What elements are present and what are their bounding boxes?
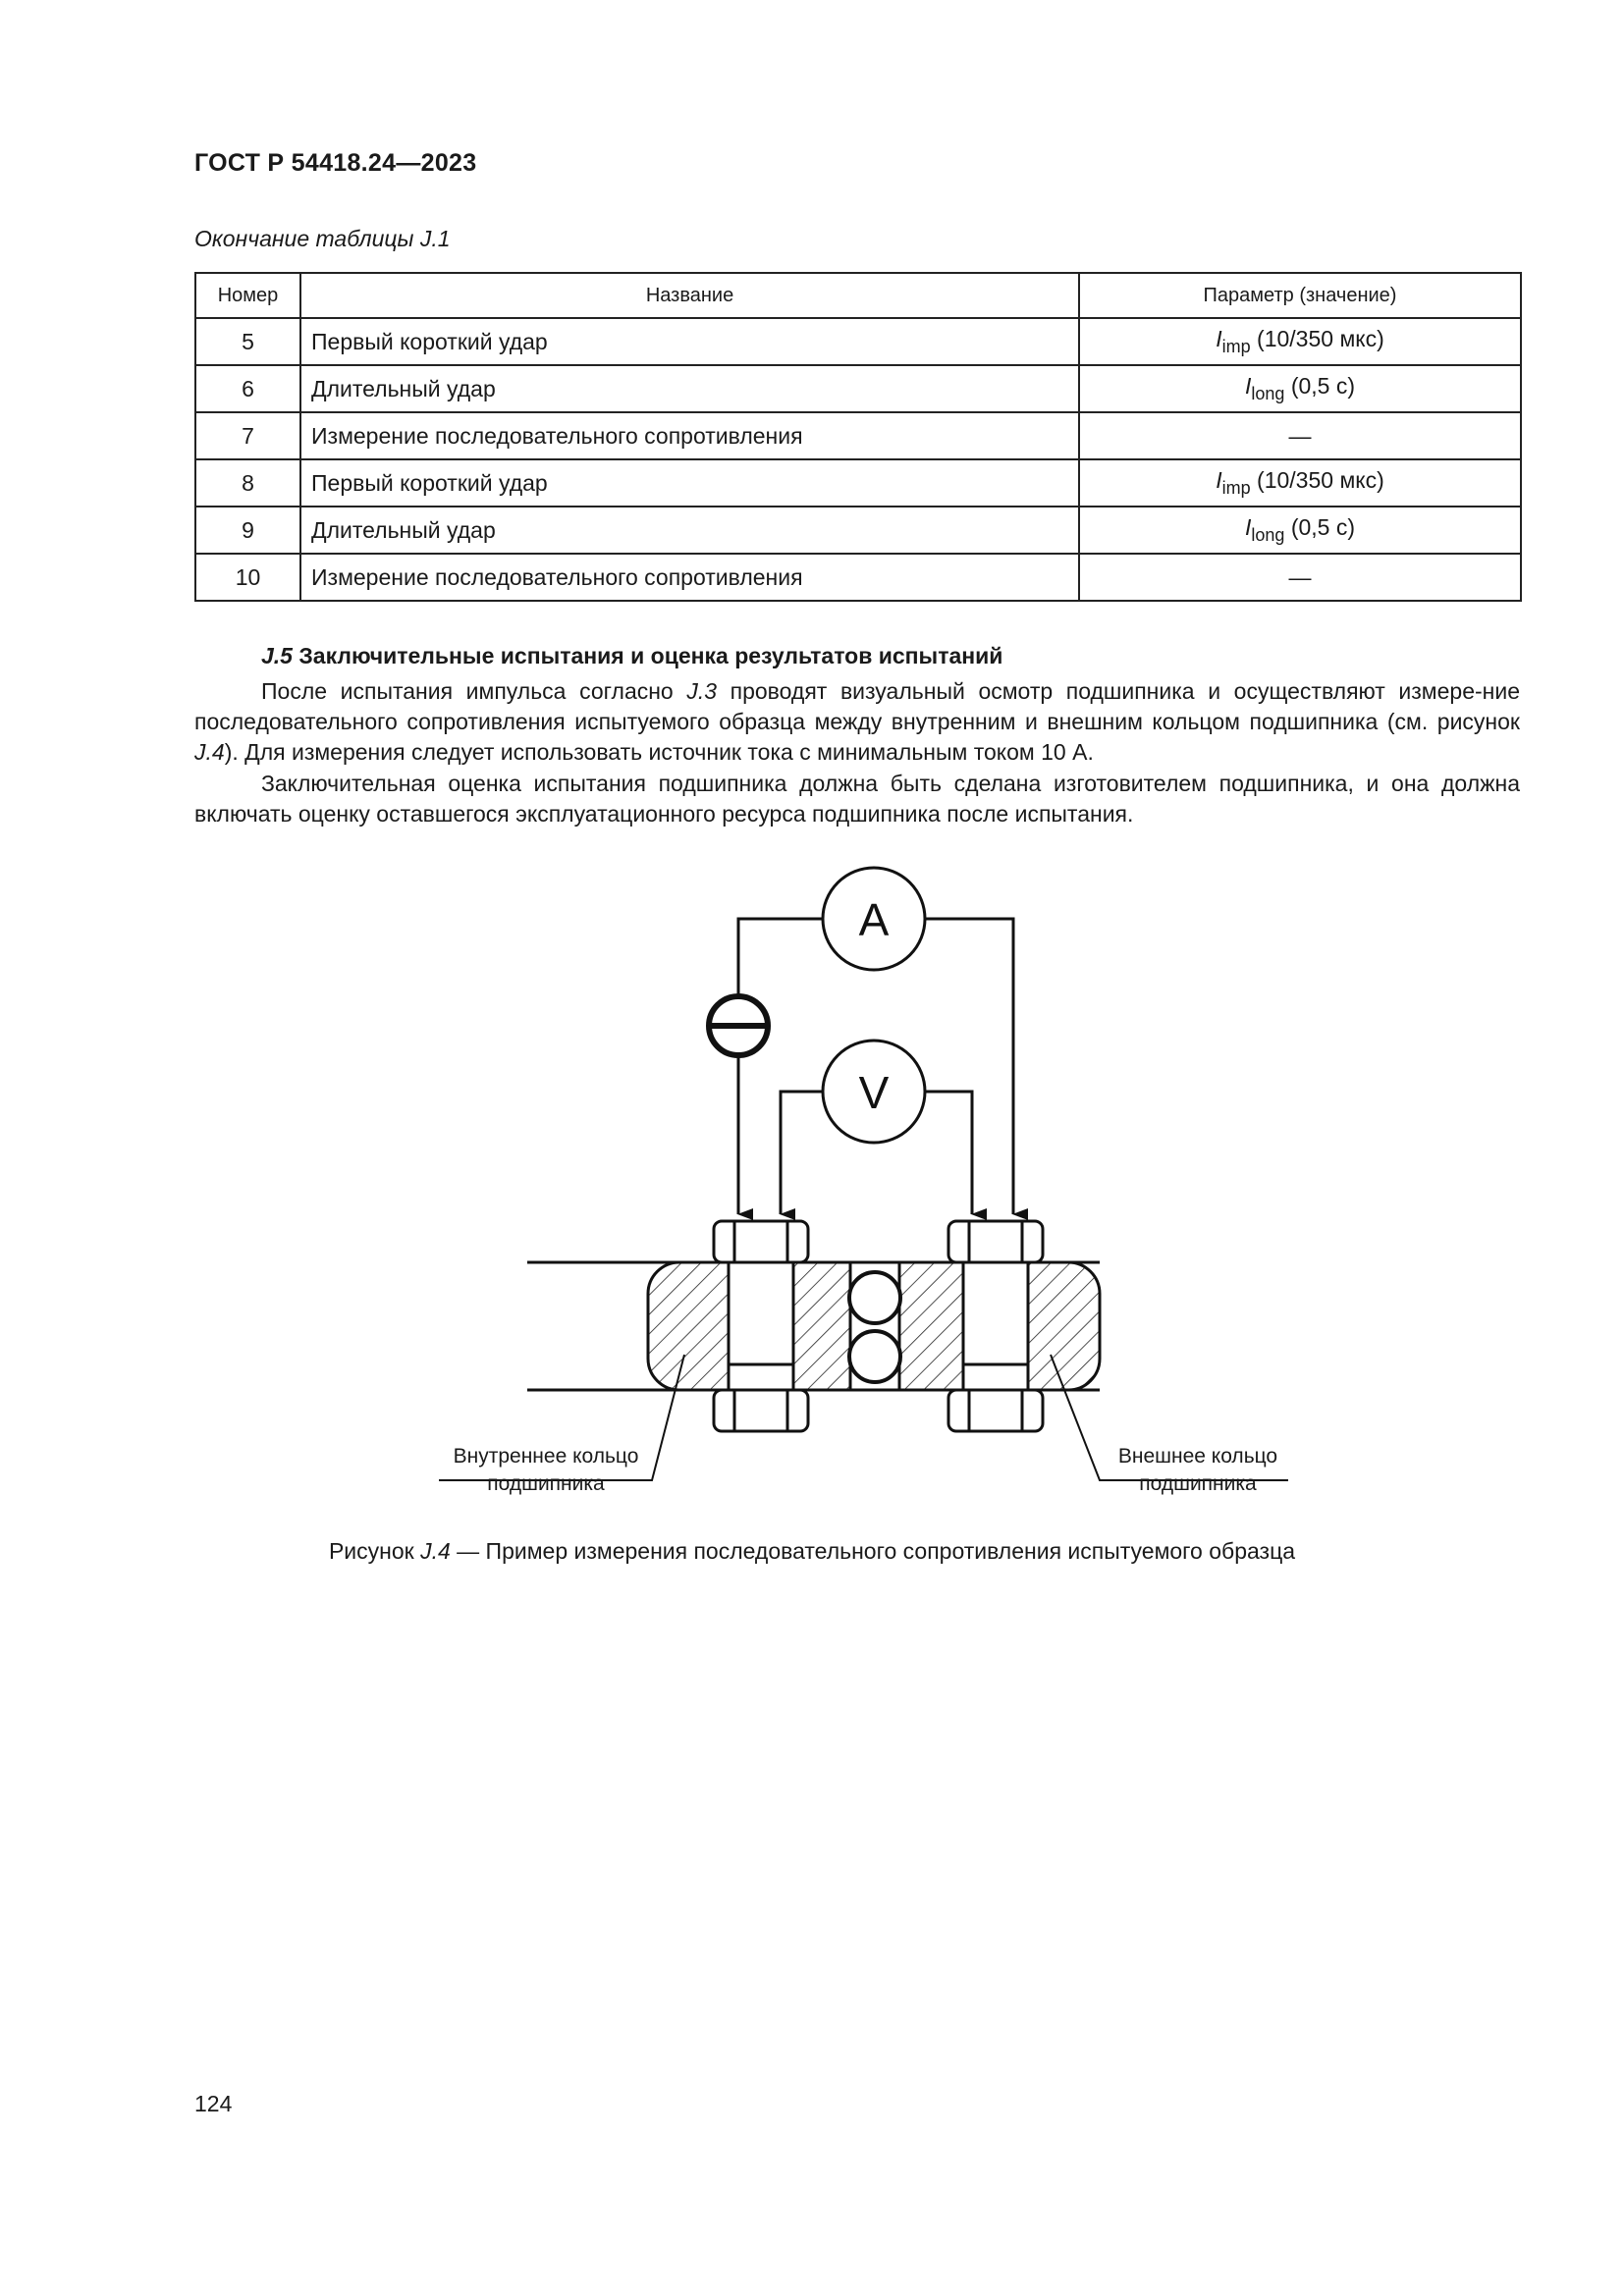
row-name: Длительный удар bbox=[300, 507, 1079, 554]
row-number: 10 bbox=[195, 554, 300, 601]
row-parameter: $I_{imp}$ (10/350 мкс) bbox=[1079, 318, 1521, 365]
row-number: 9 bbox=[195, 507, 300, 554]
voltmeter-icon bbox=[823, 1041, 925, 1143]
row-name: Измерение последовательного сопротивления bbox=[300, 554, 1079, 601]
row-parameter: $I_{long}$ (0,5 с) bbox=[1079, 507, 1521, 554]
row-parameter: $I_{long}$ (0,5 с) bbox=[1079, 365, 1521, 412]
svg-text:подшипника: подшипника bbox=[487, 1472, 605, 1495]
row-number: 8 bbox=[195, 459, 300, 507]
svg-text:подшипника: подшипника bbox=[1139, 1472, 1257, 1495]
row-parameter: — bbox=[1079, 554, 1521, 601]
inner-ring-label bbox=[454, 1445, 639, 1495]
shaft-lines bbox=[527, 1262, 648, 1390]
section-number: J.5 bbox=[261, 643, 293, 668]
row-number: 5 bbox=[195, 318, 300, 365]
section-title: Заключительные испытания и оценка результатов испытаний bbox=[298, 643, 1003, 668]
row-name: Длительный удар bbox=[300, 365, 1079, 412]
page-number: 124 bbox=[194, 2091, 233, 2116]
current-source-icon bbox=[709, 996, 768, 1055]
row-number: 6 bbox=[195, 365, 300, 412]
outer-ring-label bbox=[1118, 1445, 1277, 1495]
ammeter-label: A bbox=[858, 894, 890, 945]
paragraph-final-evaluation: Заключительная оценка испытания подшипника должна быть сделана изготовителем подшипника, и она должна включать оценку оставшегося эксплуатационного ресурса подшипника после испытания. bbox=[194, 771, 1520, 827]
voltmeter-label: V bbox=[858, 1067, 890, 1118]
column-header-name: Название bbox=[300, 273, 1079, 318]
document-header: ГОСТ Р 54418.24—2023 bbox=[194, 149, 477, 177]
svg-text:Внешнее кольцо: Внешнее кольцо bbox=[1117, 1445, 1278, 1468]
row-number: 7 bbox=[195, 412, 300, 459]
ammeter-icon bbox=[823, 868, 925, 970]
row-parameter: $I_{imp}$ (10/350 мкс) bbox=[1079, 459, 1521, 507]
row-name: Измерение последовательного сопротивления bbox=[300, 412, 1079, 459]
column-header-number: Номер bbox=[195, 273, 300, 318]
svg-text:Внутреннее кольцо: Внутреннее кольцо bbox=[453, 1445, 639, 1468]
paragraph-visual-inspection: После испытания импульса согласно J.3 проводят визуальный осмотр подшипника и осуществляют измере-ние последовательного сопротивления испытуемого образца между внутренним и внешним кольцом подшипника (см. рисунок J.4). Для измерения следует использовать источник тока с минимальным током 10 А. bbox=[194, 678, 1520, 765]
row-parameter: — bbox=[1079, 412, 1521, 459]
column-header-parameter: Параметр (значение) bbox=[1079, 273, 1521, 318]
row-name: Первый короткий удар bbox=[300, 459, 1079, 507]
row-name: Первый короткий удар bbox=[300, 318, 1079, 365]
table-caption: Окончание таблицы J.1 bbox=[194, 226, 451, 251]
figure-caption: Рисунок J.4 — Пример измерения последовательного сопротивления испытуемого образца bbox=[328, 1538, 1296, 1564]
